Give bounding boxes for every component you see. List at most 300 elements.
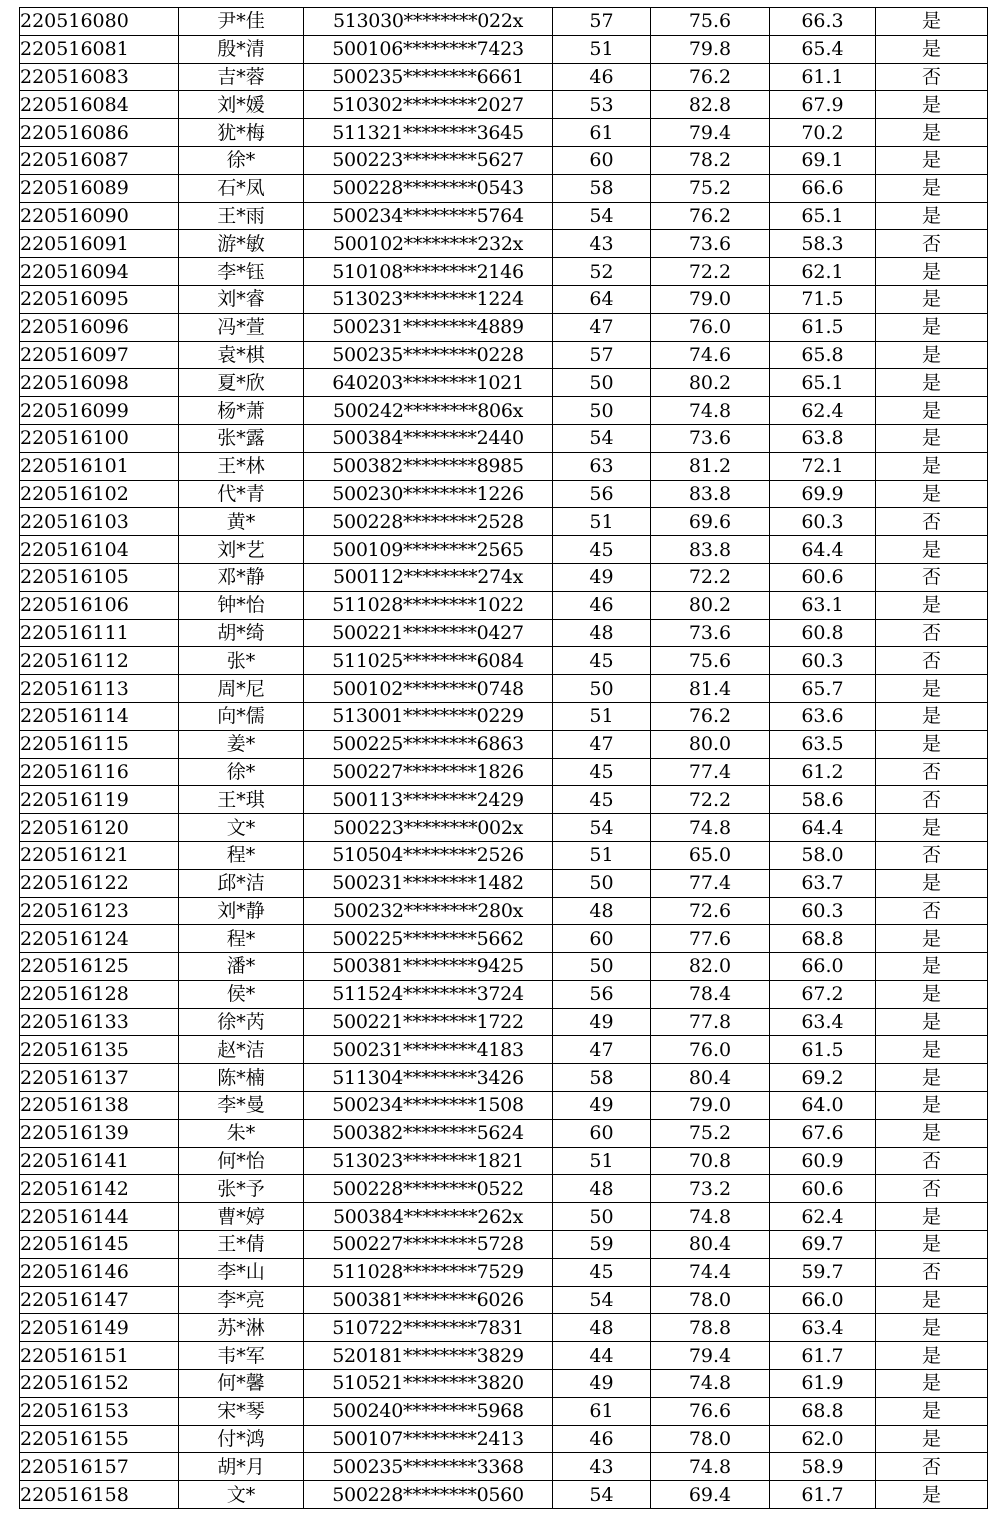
candidate-name-cell: 文*: [179, 1481, 304, 1509]
candidate-name-cell: 夏*欣: [179, 369, 304, 397]
table-row: [20, 452, 988, 480]
table-row: [20, 619, 988, 647]
exam-number-cell: 220516112: [20, 647, 179, 675]
id-card-number-cell: 500113********2429: [304, 786, 553, 814]
pass-status-cell: 是: [876, 1286, 988, 1314]
table-row: [20, 8, 988, 36]
total-score-cell: 66.6: [770, 174, 876, 202]
candidate-name-cell: 殷*清: [179, 35, 304, 63]
written-score-cell: 49: [553, 1008, 651, 1036]
exam-number-cell: 220516096: [20, 313, 179, 341]
interview-score-cell: 82.0: [651, 953, 770, 981]
pass-status-cell: 是: [876, 202, 988, 230]
written-score-cell: 59: [553, 1231, 651, 1259]
id-card-number-cell: 500102********232x: [304, 230, 553, 258]
table-row: [20, 841, 988, 869]
candidate-name-cell: 王*雨: [179, 202, 304, 230]
written-score-cell: 48: [553, 897, 651, 925]
written-score-cell: 43: [553, 230, 651, 258]
id-card-number-cell: 500228********0560: [304, 1481, 553, 1509]
candidate-name-cell: 张*: [179, 647, 304, 675]
written-score-cell: 60: [553, 146, 651, 174]
total-score-cell: 65.1: [770, 202, 876, 230]
exam-number-cell: 220516120: [20, 814, 179, 842]
exam-number-cell: 220516090: [20, 202, 179, 230]
exam-number-cell: 220516124: [20, 925, 179, 953]
total-score-cell: 67.9: [770, 91, 876, 119]
total-score-cell: 63.4: [770, 1008, 876, 1036]
exam-number-cell: 220516115: [20, 730, 179, 758]
total-score-cell: 63.5: [770, 730, 876, 758]
id-card-number-cell: 510108********2146: [304, 258, 553, 286]
candidate-name-cell: 王*倩: [179, 1231, 304, 1259]
table-row: [20, 1203, 988, 1231]
candidate-name-cell: 李*钰: [179, 258, 304, 286]
pass-status-cell: 是: [876, 146, 988, 174]
total-score-cell: 61.5: [770, 1036, 876, 1064]
pass-status-cell: 否: [876, 1147, 988, 1175]
candidate-name-cell: 潘*: [179, 953, 304, 981]
table-row: [20, 508, 988, 536]
interview-score-cell: 70.8: [651, 1147, 770, 1175]
table-row: [20, 1119, 988, 1147]
written-score-cell: 44: [553, 1342, 651, 1370]
table-row: [20, 925, 988, 953]
id-card-number-cell: 500223********5627: [304, 146, 553, 174]
total-score-cell: 60.3: [770, 897, 876, 925]
score-table-body: [20, 8, 988, 1509]
interview-score-cell: 75.6: [651, 647, 770, 675]
pass-status-cell: 否: [876, 508, 988, 536]
table-row: [20, 341, 988, 369]
interview-score-cell: 74.4: [651, 1258, 770, 1286]
exam-number-cell: 220516125: [20, 953, 179, 981]
exam-number-cell: 220516111: [20, 619, 179, 647]
interview-score-cell: 80.0: [651, 730, 770, 758]
exam-number-cell: 220516128: [20, 980, 179, 1008]
interview-score-cell: 82.8: [651, 91, 770, 119]
pass-status-cell: 是: [876, 1397, 988, 1425]
table-row: [20, 814, 988, 842]
exam-number-cell: 220516157: [20, 1453, 179, 1481]
exam-number-cell: 220516113: [20, 675, 179, 703]
table-row: [20, 1453, 988, 1481]
pass-status-cell: 否: [876, 63, 988, 91]
table-row: [20, 119, 988, 147]
candidate-name-cell: 徐*芮: [179, 1008, 304, 1036]
total-score-cell: 63.6: [770, 702, 876, 730]
table-row: [20, 1036, 988, 1064]
candidate-name-cell: 陈*楠: [179, 1064, 304, 1092]
id-card-number-cell: 500242********806x: [304, 397, 553, 425]
exam-number-cell: 220516142: [20, 1175, 179, 1203]
candidate-name-cell: 周*尼: [179, 675, 304, 703]
pass-status-cell: 是: [876, 1036, 988, 1064]
written-score-cell: 49: [553, 563, 651, 591]
interview-score-cell: 73.2: [651, 1175, 770, 1203]
interview-score-cell: 80.2: [651, 369, 770, 397]
total-score-cell: 65.7: [770, 675, 876, 703]
candidate-name-cell: 代*青: [179, 480, 304, 508]
written-score-cell: 58: [553, 174, 651, 202]
interview-score-cell: 77.8: [651, 1008, 770, 1036]
pass-status-cell: 是: [876, 258, 988, 286]
pass-status-cell: 是: [876, 1119, 988, 1147]
pass-status-cell: 是: [876, 452, 988, 480]
written-score-cell: 49: [553, 1092, 651, 1120]
candidate-name-cell: 石*凤: [179, 174, 304, 202]
id-card-number-cell: 500228********0522: [304, 1175, 553, 1203]
id-card-number-cell: 511028********1022: [304, 591, 553, 619]
table-row: [20, 730, 988, 758]
candidate-name-cell: 胡*绮: [179, 619, 304, 647]
id-card-number-cell: 500384********2440: [304, 424, 553, 452]
total-score-cell: 67.6: [770, 1119, 876, 1147]
candidate-name-cell: 邓*静: [179, 563, 304, 591]
candidate-name-cell: 韦*军: [179, 1342, 304, 1370]
table-row: [20, 869, 988, 897]
candidate-name-cell: 王*琪: [179, 786, 304, 814]
candidate-name-cell: 侯*: [179, 980, 304, 1008]
written-score-cell: 48: [553, 1175, 651, 1203]
id-card-number-cell: 500225********5662: [304, 925, 553, 953]
exam-number-cell: 220516086: [20, 119, 179, 147]
interview-score-cell: 78.0: [651, 1425, 770, 1453]
candidate-name-cell: 游*敏: [179, 230, 304, 258]
pass-status-cell: 是: [876, 1370, 988, 1398]
interview-score-cell: 80.4: [651, 1231, 770, 1259]
exam-number-cell: 220516152: [20, 1370, 179, 1398]
interview-score-cell: 78.0: [651, 1286, 770, 1314]
id-card-number-cell: 500235********6661: [304, 63, 553, 91]
pass-status-cell: 是: [876, 1314, 988, 1342]
total-score-cell: 58.6: [770, 786, 876, 814]
total-score-cell: 63.7: [770, 869, 876, 897]
total-score-cell: 69.9: [770, 480, 876, 508]
table-row: [20, 91, 988, 119]
total-score-cell: 58.9: [770, 1453, 876, 1481]
table-row: [20, 1231, 988, 1259]
written-score-cell: 46: [553, 63, 651, 91]
pass-status-cell: 是: [876, 1481, 988, 1509]
interview-score-cell: 74.8: [651, 1370, 770, 1398]
written-score-cell: 51: [553, 35, 651, 63]
pass-status-cell: 是: [876, 1008, 988, 1036]
pass-status-cell: 否: [876, 563, 988, 591]
id-card-number-cell: 500231********4889: [304, 313, 553, 341]
candidate-name-cell: 钟*怡: [179, 591, 304, 619]
candidate-name-cell: 李*曼: [179, 1092, 304, 1120]
total-score-cell: 68.8: [770, 1397, 876, 1425]
table-row: [20, 980, 988, 1008]
exam-number-cell: 220516149: [20, 1314, 179, 1342]
exam-number-cell: 220516144: [20, 1203, 179, 1231]
interview-score-cell: 76.2: [651, 63, 770, 91]
written-score-cell: 48: [553, 619, 651, 647]
candidate-name-cell: 李*山: [179, 1258, 304, 1286]
id-card-number-cell: 500231********4183: [304, 1036, 553, 1064]
table-row: [20, 563, 988, 591]
exam-number-cell: 220516083: [20, 63, 179, 91]
written-score-cell: 47: [553, 313, 651, 341]
candidate-name-cell: 刘*艺: [179, 536, 304, 564]
table-row: [20, 1370, 988, 1398]
interview-score-cell: 77.4: [651, 869, 770, 897]
exam-number-cell: 220516151: [20, 1342, 179, 1370]
table-row: [20, 897, 988, 925]
table-row: [20, 1286, 988, 1314]
exam-number-cell: 220516147: [20, 1286, 179, 1314]
exam-number-cell: 220516081: [20, 35, 179, 63]
total-score-cell: 61.5: [770, 313, 876, 341]
written-score-cell: 54: [553, 1286, 651, 1314]
pass-status-cell: 是: [876, 730, 988, 758]
id-card-number-cell: 513023********1821: [304, 1147, 553, 1175]
written-score-cell: 45: [553, 786, 651, 814]
candidate-name-cell: 刘*媛: [179, 91, 304, 119]
interview-score-cell: 72.2: [651, 258, 770, 286]
table-row: [20, 202, 988, 230]
exam-number-cell: 220516122: [20, 869, 179, 897]
id-card-number-cell: 500234********5764: [304, 202, 553, 230]
written-score-cell: 47: [553, 730, 651, 758]
written-score-cell: 47: [553, 1036, 651, 1064]
exam-number-cell: 220516099: [20, 397, 179, 425]
written-score-cell: 48: [553, 1314, 651, 1342]
table-row: [20, 1425, 988, 1453]
interview-score-cell: 76.0: [651, 1036, 770, 1064]
total-score-cell: 65.8: [770, 341, 876, 369]
pass-status-cell: 是: [876, 1203, 988, 1231]
exam-number-cell: 220516102: [20, 480, 179, 508]
id-card-number-cell: 500235********0228: [304, 341, 553, 369]
total-score-cell: 63.4: [770, 1314, 876, 1342]
id-card-number-cell: 500235********3368: [304, 1453, 553, 1481]
exam-number-cell: 220516084: [20, 91, 179, 119]
id-card-number-cell: 500102********0748: [304, 675, 553, 703]
pass-status-cell: 是: [876, 1425, 988, 1453]
exam-number-cell: 220516155: [20, 1425, 179, 1453]
pass-status-cell: 是: [876, 536, 988, 564]
interview-score-cell: 74.8: [651, 1453, 770, 1481]
pass-status-cell: 是: [876, 313, 988, 341]
table-row: [20, 480, 988, 508]
written-score-cell: 56: [553, 480, 651, 508]
exam-number-cell: 220516116: [20, 758, 179, 786]
interview-score-cell: 79.4: [651, 1342, 770, 1370]
exam-number-cell: 220516153: [20, 1397, 179, 1425]
candidate-name-cell: 犹*梅: [179, 119, 304, 147]
id-card-number-cell: 513030********022x: [304, 8, 553, 36]
written-score-cell: 50: [553, 869, 651, 897]
candidate-name-cell: 袁*棋: [179, 341, 304, 369]
interview-score-cell: 76.2: [651, 202, 770, 230]
total-score-cell: 61.2: [770, 758, 876, 786]
candidate-name-cell: 黄*: [179, 508, 304, 536]
interview-score-cell: 79.8: [651, 35, 770, 63]
total-score-cell: 64.4: [770, 814, 876, 842]
exam-number-cell: 220516100: [20, 424, 179, 452]
exam-number-cell: 220516114: [20, 702, 179, 730]
written-score-cell: 54: [553, 1481, 651, 1509]
candidate-name-cell: 苏*淋: [179, 1314, 304, 1342]
id-card-number-cell: 500109********2565: [304, 536, 553, 564]
exam-number-cell: 220516105: [20, 563, 179, 591]
written-score-cell: 51: [553, 841, 651, 869]
interview-score-cell: 73.6: [651, 619, 770, 647]
written-score-cell: 46: [553, 1425, 651, 1453]
pass-status-cell: 是: [876, 285, 988, 313]
exam-number-cell: 220516146: [20, 1258, 179, 1286]
written-score-cell: 43: [553, 1453, 651, 1481]
interview-score-cell: 83.8: [651, 536, 770, 564]
candidate-name-cell: 徐*: [179, 758, 304, 786]
table-row: [20, 1147, 988, 1175]
id-card-number-cell: 520181********3829: [304, 1342, 553, 1370]
candidate-name-cell: 刘*静: [179, 897, 304, 925]
id-card-number-cell: 510504********2526: [304, 841, 553, 869]
candidate-name-cell: 朱*: [179, 1119, 304, 1147]
exam-number-cell: 220516103: [20, 508, 179, 536]
id-card-number-cell: 510521********3820: [304, 1370, 553, 1398]
total-score-cell: 60.6: [770, 1175, 876, 1203]
id-card-number-cell: 513001********0229: [304, 702, 553, 730]
candidate-name-cell: 曹*婷: [179, 1203, 304, 1231]
pass-status-cell: 是: [876, 174, 988, 202]
pass-status-cell: 是: [876, 35, 988, 63]
pass-status-cell: 是: [876, 8, 988, 36]
pass-status-cell: 是: [876, 91, 988, 119]
pass-status-cell: 否: [876, 786, 988, 814]
total-score-cell: 65.4: [770, 35, 876, 63]
total-score-cell: 58.3: [770, 230, 876, 258]
candidate-name-cell: 冯*萱: [179, 313, 304, 341]
table-row: [20, 1064, 988, 1092]
id-card-number-cell: 500234********1508: [304, 1092, 553, 1120]
table-row: [20, 675, 988, 703]
exam-number-cell: 220516091: [20, 230, 179, 258]
interview-score-cell: 76.2: [651, 702, 770, 730]
total-score-cell: 72.1: [770, 452, 876, 480]
written-score-cell: 50: [553, 397, 651, 425]
pass-status-cell: 是: [876, 1231, 988, 1259]
pass-status-cell: 是: [876, 1064, 988, 1092]
id-card-number-cell: 500381********9425: [304, 953, 553, 981]
candidate-name-cell: 王*林: [179, 452, 304, 480]
pass-status-cell: 是: [876, 119, 988, 147]
exam-number-cell: 220516101: [20, 452, 179, 480]
exam-number-cell: 220516080: [20, 8, 179, 36]
written-score-cell: 53: [553, 91, 651, 119]
total-score-cell: 62.0: [770, 1425, 876, 1453]
candidate-name-cell: 何*馨: [179, 1370, 304, 1398]
candidate-name-cell: 杨*萧: [179, 397, 304, 425]
total-score-cell: 65.1: [770, 369, 876, 397]
written-score-cell: 51: [553, 1147, 651, 1175]
id-card-number-cell: 500381********6026: [304, 1286, 553, 1314]
total-score-cell: 60.3: [770, 508, 876, 536]
pass-status-cell: 是: [876, 591, 988, 619]
exam-number-cell: 220516106: [20, 591, 179, 619]
written-score-cell: 50: [553, 1203, 651, 1231]
id-card-number-cell: 510302********2027: [304, 91, 553, 119]
pass-status-cell: 是: [876, 341, 988, 369]
table-row: [20, 258, 988, 286]
interview-score-cell: 78.2: [651, 146, 770, 174]
table-row: [20, 786, 988, 814]
exam-number-cell: 220516133: [20, 1008, 179, 1036]
id-card-number-cell: 511304********3426: [304, 1064, 553, 1092]
interview-score-cell: 78.8: [651, 1314, 770, 1342]
total-score-cell: 60.9: [770, 1147, 876, 1175]
table-row: [20, 285, 988, 313]
interview-score-cell: 74.8: [651, 397, 770, 425]
id-card-number-cell: 500107********2413: [304, 1425, 553, 1453]
total-score-cell: 60.8: [770, 619, 876, 647]
written-score-cell: 54: [553, 202, 651, 230]
table-row: [20, 1481, 988, 1509]
total-score-cell: 66.0: [770, 953, 876, 981]
table-row: [20, 536, 988, 564]
written-score-cell: 57: [553, 341, 651, 369]
interview-score-cell: 72.2: [651, 563, 770, 591]
candidate-name-cell: 付*鸿: [179, 1425, 304, 1453]
id-card-number-cell: 500240********5968: [304, 1397, 553, 1425]
table-row: [20, 1258, 988, 1286]
total-score-cell: 66.3: [770, 8, 876, 36]
interview-score-cell: 75.2: [651, 174, 770, 202]
id-card-number-cell: 500228********2528: [304, 508, 553, 536]
pass-status-cell: 是: [876, 814, 988, 842]
id-card-number-cell: 511321********3645: [304, 119, 553, 147]
table-row: [20, 1092, 988, 1120]
id-card-number-cell: 500384********262x: [304, 1203, 553, 1231]
candidate-name-cell: 李*亮: [179, 1286, 304, 1314]
exam-number-cell: 220516119: [20, 786, 179, 814]
id-card-number-cell: 500228********0543: [304, 174, 553, 202]
table-row: [20, 397, 988, 425]
written-score-cell: 51: [553, 508, 651, 536]
table-row: [20, 1175, 988, 1203]
id-card-number-cell: 500232********280x: [304, 897, 553, 925]
interview-score-cell: 72.6: [651, 897, 770, 925]
id-card-number-cell: 500382********5624: [304, 1119, 553, 1147]
total-score-cell: 71.5: [770, 285, 876, 313]
total-score-cell: 63.1: [770, 591, 876, 619]
interview-score-cell: 69.4: [651, 1481, 770, 1509]
candidate-name-cell: 胡*月: [179, 1453, 304, 1481]
total-score-cell: 66.0: [770, 1286, 876, 1314]
interview-score-cell: 77.6: [651, 925, 770, 953]
total-score-cell: 63.8: [770, 424, 876, 452]
table-row: [20, 1397, 988, 1425]
interview-score-cell: 79.4: [651, 119, 770, 147]
interview-score-cell: 78.4: [651, 980, 770, 1008]
written-score-cell: 61: [553, 119, 651, 147]
pass-status-cell: 是: [876, 480, 988, 508]
written-score-cell: 45: [553, 647, 651, 675]
table-row: [20, 953, 988, 981]
total-score-cell: 61.1: [770, 63, 876, 91]
interview-score-cell: 73.6: [651, 424, 770, 452]
written-score-cell: 57: [553, 8, 651, 36]
exam-number-cell: 220516145: [20, 1231, 179, 1259]
interview-score-cell: 69.6: [651, 508, 770, 536]
pass-status-cell: 否: [876, 758, 988, 786]
pass-status-cell: 否: [876, 841, 988, 869]
id-card-number-cell: 500231********1482: [304, 869, 553, 897]
id-card-number-cell: 511025********6084: [304, 647, 553, 675]
